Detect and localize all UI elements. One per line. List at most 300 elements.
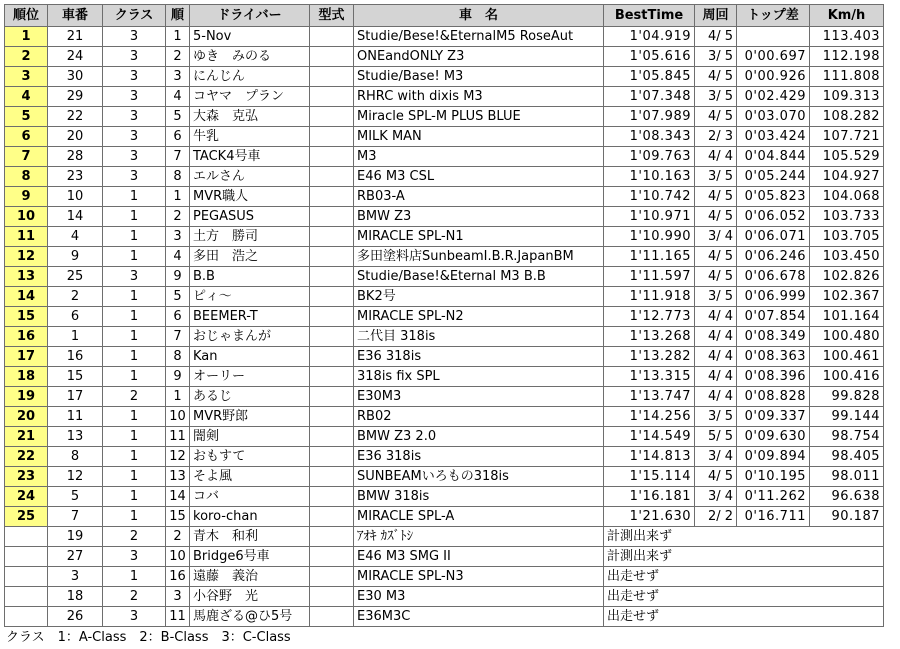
header-gap-to-top: トップ差	[737, 5, 810, 27]
table-row	[5, 67, 884, 87]
driver-cell: あるじ	[190, 387, 310, 407]
best-time-cell: 1'11.597	[604, 267, 695, 287]
car-name-cell: MIRACLE SPL-N2	[354, 307, 604, 327]
results-table	[4, 4, 884, 627]
model-cell	[310, 427, 354, 447]
model-cell	[310, 467, 354, 487]
class-legend: クラス 1：A-Class 2：B-Class 3：C-Class	[6, 630, 291, 645]
position-cell: 14	[5, 287, 48, 307]
car-number-cell: 1	[48, 327, 103, 347]
speed-cell: 103.450	[810, 247, 884, 267]
model-cell	[310, 347, 354, 367]
laps-cell: 4/ 5	[695, 187, 737, 207]
model-cell	[310, 27, 354, 47]
driver-cell: 青木 和利	[190, 527, 310, 547]
position-cell: 16	[5, 327, 48, 347]
table-row	[5, 387, 884, 407]
model-cell	[310, 227, 354, 247]
car-name-cell: BMW 318is	[354, 487, 604, 507]
driver-cell: 大森 克弘	[190, 107, 310, 127]
model-cell	[310, 547, 354, 567]
car-number-cell: 7	[48, 507, 103, 527]
table-row	[5, 107, 884, 127]
class-order-cell: 14	[166, 487, 190, 507]
car-name-cell: RHRC with dixis M3	[354, 87, 604, 107]
table-row	[5, 427, 884, 447]
car-name-cell: BMW Z3 2.0	[354, 427, 604, 447]
laps-cell: 4/ 5	[695, 267, 737, 287]
header-position: 順位	[5, 5, 48, 27]
position-cell: 5	[5, 107, 48, 127]
laps-cell: 4/ 4	[695, 347, 737, 367]
class-cell: 1	[103, 507, 166, 527]
position-cell	[5, 547, 48, 567]
speed-cell: 101.164	[810, 307, 884, 327]
driver-cell: ゆき みのる	[190, 47, 310, 67]
car-name-cell: MIRACLE SPL-A	[354, 507, 604, 527]
table-row	[5, 47, 884, 67]
position-cell: 15	[5, 307, 48, 327]
table-row	[5, 247, 884, 267]
position-cell: 20	[5, 407, 48, 427]
car-number-cell: 21	[48, 27, 103, 47]
table-row	[5, 407, 884, 427]
model-cell	[310, 127, 354, 147]
position-cell	[5, 567, 48, 587]
header-model: 型式	[310, 5, 354, 27]
class-order-cell: 5	[166, 107, 190, 127]
position-cell: 18	[5, 367, 48, 387]
car-name-cell: Miracle SPL-M PLUS BLUE	[354, 107, 604, 127]
model-cell	[310, 507, 354, 527]
car-number-cell: 5	[48, 487, 103, 507]
car-number-cell: 25	[48, 267, 103, 287]
model-cell	[310, 367, 354, 387]
model-cell	[310, 207, 354, 227]
driver-cell: オーリー	[190, 367, 310, 387]
laps-cell: 4/ 5	[695, 207, 737, 227]
table-row	[5, 127, 884, 147]
car-name-cell: MILK MAN	[354, 127, 604, 147]
car-number-cell: 9	[48, 247, 103, 267]
driver-cell: おじゃまんが	[190, 327, 310, 347]
header-car-number: 車番	[48, 5, 103, 27]
car-name-cell: E30 M3	[354, 587, 604, 607]
best-time-cell: 1'05.845	[604, 67, 695, 87]
model-cell	[310, 387, 354, 407]
table-row	[5, 347, 884, 367]
model-cell	[310, 67, 354, 87]
laps-cell: 3/ 4	[695, 487, 737, 507]
driver-cell: ピィ～	[190, 287, 310, 307]
car-name-cell: Studie/Bese!&EternalM5 RoseAut	[354, 27, 604, 47]
speed-cell: 105.529	[810, 147, 884, 167]
position-cell: 24	[5, 487, 48, 507]
best-time-cell: 1'10.742	[604, 187, 695, 207]
model-cell	[310, 47, 354, 67]
class-cell: 3	[103, 147, 166, 167]
class-order-cell: 4	[166, 87, 190, 107]
model-cell	[310, 487, 354, 507]
speed-cell: 107.721	[810, 127, 884, 147]
table-row	[5, 267, 884, 287]
best-time-cell: 1'16.181	[604, 487, 695, 507]
table-row-nonclassified	[5, 607, 884, 627]
position-cell: 12	[5, 247, 48, 267]
best-time-cell: 1'11.165	[604, 247, 695, 267]
laps-cell: 4/ 4	[695, 387, 737, 407]
gap-cell: 0'06.071	[737, 227, 810, 247]
status-cell: 出走せず	[604, 607, 884, 627]
car-number-cell: 27	[48, 547, 103, 567]
driver-cell: BEEMER-T	[190, 307, 310, 327]
car-number-cell: 19	[48, 527, 103, 547]
position-cell	[5, 587, 48, 607]
best-time-cell: 1'13.282	[604, 347, 695, 367]
model-cell	[310, 287, 354, 307]
driver-cell: 土方 勝司	[190, 227, 310, 247]
class-order-cell: 6	[166, 307, 190, 327]
best-time-cell: 1'13.268	[604, 327, 695, 347]
class-cell: 1	[103, 347, 166, 367]
table-row	[5, 487, 884, 507]
best-time-cell: 1'15.114	[604, 467, 695, 487]
car-number-cell: 14	[48, 207, 103, 227]
car-name-cell: E46 M3 SMG II	[354, 547, 604, 567]
class-order-cell: 4	[166, 247, 190, 267]
position-cell: 8	[5, 167, 48, 187]
class-cell: 3	[103, 67, 166, 87]
results-body	[5, 27, 884, 627]
status-cell: 出走せず	[604, 567, 884, 587]
best-time-cell: 1'05.616	[604, 47, 695, 67]
car-name-cell: 318is fix SPL	[354, 367, 604, 387]
driver-cell: 小谷野 光	[190, 587, 310, 607]
car-number-cell: 13	[48, 427, 103, 447]
gap-cell: 0'03.070	[737, 107, 810, 127]
driver-cell: にんじん	[190, 67, 310, 87]
car-number-cell: 16	[48, 347, 103, 367]
laps-cell: 2/ 3	[695, 127, 737, 147]
table-row-nonclassified	[5, 527, 884, 547]
table-row	[5, 447, 884, 467]
table-row-nonclassified	[5, 587, 884, 607]
model-cell	[310, 407, 354, 427]
speed-cell: 103.733	[810, 207, 884, 227]
best-time-cell: 1'14.256	[604, 407, 695, 427]
speed-cell: 104.927	[810, 167, 884, 187]
car-number-cell: 22	[48, 107, 103, 127]
speed-cell: 103.705	[810, 227, 884, 247]
gap-cell	[737, 27, 810, 47]
table-row	[5, 227, 884, 247]
car-number-cell: 26	[48, 607, 103, 627]
laps-cell: 3/ 4	[695, 447, 737, 467]
table-row	[5, 287, 884, 307]
car-number-cell: 15	[48, 367, 103, 387]
table-row	[5, 307, 884, 327]
speed-cell: 104.068	[810, 187, 884, 207]
best-time-cell: 1'09.763	[604, 147, 695, 167]
gap-cell: 0'06.678	[737, 267, 810, 287]
table-row	[5, 27, 884, 47]
class-cell: 3	[103, 47, 166, 67]
table-row	[5, 207, 884, 227]
laps-cell: 4/ 4	[695, 327, 737, 347]
speed-cell: 111.808	[810, 67, 884, 87]
car-number-cell: 18	[48, 587, 103, 607]
speed-cell: 100.480	[810, 327, 884, 347]
class-order-cell: 16	[166, 567, 190, 587]
gap-cell: 0'05.244	[737, 167, 810, 187]
model-cell	[310, 147, 354, 167]
car-name-cell: SUNBEAMいろもの318is	[354, 467, 604, 487]
laps-cell: 4/ 5	[695, 27, 737, 47]
class-order-cell: 9	[166, 267, 190, 287]
position-cell: 9	[5, 187, 48, 207]
gap-cell: 0'04.844	[737, 147, 810, 167]
best-time-cell: 1'11.918	[604, 287, 695, 307]
laps-cell: 3/ 5	[695, 287, 737, 307]
class-order-cell: 2	[166, 207, 190, 227]
class-order-cell: 1	[166, 187, 190, 207]
header-row	[5, 5, 884, 27]
speed-cell: 108.282	[810, 107, 884, 127]
position-cell: 7	[5, 147, 48, 167]
class-cell: 3	[103, 267, 166, 287]
class-cell: 3	[103, 607, 166, 627]
gap-cell: 0'09.894	[737, 447, 810, 467]
position-cell: 4	[5, 87, 48, 107]
best-time-cell: 1'10.163	[604, 167, 695, 187]
class-order-cell: 1	[166, 27, 190, 47]
laps-cell: 2/ 2	[695, 507, 737, 527]
gap-cell: 0'09.630	[737, 427, 810, 447]
car-number-cell: 24	[48, 47, 103, 67]
status-cell: 計測出来ず	[604, 527, 884, 547]
position-cell: 23	[5, 467, 48, 487]
class-cell: 1	[103, 307, 166, 327]
car-name-cell: 二代目 318is	[354, 327, 604, 347]
driver-cell: PEGASUS	[190, 207, 310, 227]
table-row-nonclassified	[5, 547, 884, 567]
car-name-cell: Studie/Base! M3	[354, 67, 604, 87]
table-row	[5, 367, 884, 387]
class-order-cell: 10	[166, 407, 190, 427]
car-number-cell: 28	[48, 147, 103, 167]
car-name-cell: E36 318is	[354, 447, 604, 467]
class-order-cell: 9	[166, 367, 190, 387]
table-row-nonclassified	[5, 567, 884, 587]
speed-cell: 102.826	[810, 267, 884, 287]
table-row	[5, 467, 884, 487]
gap-cell: 0'09.337	[737, 407, 810, 427]
header-class-order: 順	[166, 5, 190, 27]
driver-cell: そよ風	[190, 467, 310, 487]
driver-cell: 多田 浩之	[190, 247, 310, 267]
car-number-cell: 10	[48, 187, 103, 207]
position-cell	[5, 527, 48, 547]
driver-cell: コバ	[190, 487, 310, 507]
laps-cell: 4/ 4	[695, 367, 737, 387]
car-name-cell: RB02	[354, 407, 604, 427]
status-cell: 計測出来ず	[604, 547, 884, 567]
gap-cell: 0'08.828	[737, 387, 810, 407]
model-cell	[310, 587, 354, 607]
laps-cell: 4/ 5	[695, 107, 737, 127]
best-time-cell: 1'21.630	[604, 507, 695, 527]
model-cell	[310, 307, 354, 327]
best-time-cell: 1'12.773	[604, 307, 695, 327]
car-name-cell: MIRACLE SPL-N1	[354, 227, 604, 247]
position-cell: 25	[5, 507, 48, 527]
car-number-cell: 3	[48, 567, 103, 587]
car-number-cell: 12	[48, 467, 103, 487]
position-cell: 13	[5, 267, 48, 287]
car-name-cell: M3	[354, 147, 604, 167]
laps-cell: 4/ 4	[695, 147, 737, 167]
speed-cell: 113.403	[810, 27, 884, 47]
laps-cell: 3/ 5	[695, 87, 737, 107]
class-cell: 3	[103, 107, 166, 127]
driver-cell: Bridge6号車	[190, 547, 310, 567]
class-order-cell: 3	[166, 67, 190, 87]
car-number-cell: 8	[48, 447, 103, 467]
gap-cell: 0'06.246	[737, 247, 810, 267]
car-name-cell: 多田塗料店SunbeamI.B.R.JapanBM	[354, 247, 604, 267]
table-row	[5, 187, 884, 207]
class-order-cell: 1	[166, 387, 190, 407]
position-cell: 3	[5, 67, 48, 87]
header-speed: Km/h	[810, 5, 884, 27]
position-cell: 1	[5, 27, 48, 47]
speed-cell: 102.367	[810, 287, 884, 307]
class-order-cell: 10	[166, 547, 190, 567]
gap-cell: 0'06.052	[737, 207, 810, 227]
driver-cell: エルさん	[190, 167, 310, 187]
car-name-cell: E36M3C	[354, 607, 604, 627]
table-row	[5, 87, 884, 107]
model-cell	[310, 107, 354, 127]
laps-cell: 4/ 5	[695, 247, 737, 267]
position-cell: 19	[5, 387, 48, 407]
class-order-cell: 3	[166, 587, 190, 607]
class-order-cell: 3	[166, 227, 190, 247]
driver-cell: 闇剣	[190, 427, 310, 447]
laps-cell: 4/ 5	[695, 467, 737, 487]
laps-cell: 5/ 5	[695, 427, 737, 447]
table-row	[5, 507, 884, 527]
position-cell: 6	[5, 127, 48, 147]
model-cell	[310, 327, 354, 347]
car-name-cell: Studie/Base!&Eternal M3 B.B	[354, 267, 604, 287]
car-name-cell: BK2号	[354, 287, 604, 307]
gap-cell: 0'00.926	[737, 67, 810, 87]
header-laps: 周回	[695, 5, 737, 27]
position-cell	[5, 607, 48, 627]
speed-cell: 90.187	[810, 507, 884, 527]
class-cell: 2	[103, 527, 166, 547]
best-time-cell: 1'13.315	[604, 367, 695, 387]
car-number-cell: 17	[48, 387, 103, 407]
car-number-cell: 29	[48, 87, 103, 107]
laps-cell: 3/ 5	[695, 407, 737, 427]
speed-cell: 99.828	[810, 387, 884, 407]
laps-cell: 3/ 4	[695, 227, 737, 247]
class-cell: 1	[103, 447, 166, 467]
gap-cell: 0'08.363	[737, 347, 810, 367]
results-table-container	[4, 4, 884, 627]
gap-cell: 0'10.195	[737, 467, 810, 487]
car-name-cell: E46 M3 CSL	[354, 167, 604, 187]
class-cell: 1	[103, 367, 166, 387]
speed-cell: 98.754	[810, 427, 884, 447]
class-cell: 3	[103, 127, 166, 147]
position-cell: 21	[5, 427, 48, 447]
status-cell: 出走せず	[604, 587, 884, 607]
car-number-cell: 30	[48, 67, 103, 87]
car-name-cell: BMW Z3	[354, 207, 604, 227]
class-cell: 1	[103, 407, 166, 427]
driver-cell: 馬鹿ざる@ひ5号	[190, 607, 310, 627]
class-order-cell: 12	[166, 447, 190, 467]
position-cell: 11	[5, 227, 48, 247]
gap-cell: 0'00.697	[737, 47, 810, 67]
gap-cell: 0'03.424	[737, 127, 810, 147]
driver-cell: おもすて	[190, 447, 310, 467]
class-order-cell: 8	[166, 167, 190, 187]
laps-cell: 4/ 4	[695, 307, 737, 327]
model-cell	[310, 187, 354, 207]
best-time-cell: 1'10.990	[604, 227, 695, 247]
class-cell: 3	[103, 87, 166, 107]
best-time-cell: 1'14.549	[604, 427, 695, 447]
gap-cell: 0'06.999	[737, 287, 810, 307]
class-cell: 1	[103, 207, 166, 227]
laps-cell: 3/ 5	[695, 167, 737, 187]
class-order-cell: 2	[166, 47, 190, 67]
best-time-cell: 1'07.989	[604, 107, 695, 127]
speed-cell: 98.405	[810, 447, 884, 467]
model-cell	[310, 247, 354, 267]
car-name-cell: ｱｵｷ ｶｽﾞﾄｼ	[354, 527, 604, 547]
class-cell: 1	[103, 287, 166, 307]
car-number-cell: 6	[48, 307, 103, 327]
driver-cell: Kan	[190, 347, 310, 367]
model-cell	[310, 167, 354, 187]
laps-cell: 4/ 5	[695, 67, 737, 87]
class-order-cell: 6	[166, 127, 190, 147]
class-order-cell: 2	[166, 527, 190, 547]
gap-cell: 0'08.349	[737, 327, 810, 347]
car-number-cell: 23	[48, 167, 103, 187]
driver-cell: MVR職人	[190, 187, 310, 207]
table-row	[5, 147, 884, 167]
best-time-cell: 1'04.919	[604, 27, 695, 47]
class-cell: 2	[103, 387, 166, 407]
model-cell	[310, 447, 354, 467]
position-cell: 17	[5, 347, 48, 367]
best-time-cell: 1'13.747	[604, 387, 695, 407]
class-cell: 1	[103, 247, 166, 267]
class-order-cell: 5	[166, 287, 190, 307]
gap-cell: 0'16.711	[737, 507, 810, 527]
driver-cell: B.B	[190, 267, 310, 287]
table-row	[5, 327, 884, 347]
header-car-name: 車 名	[354, 5, 604, 27]
model-cell	[310, 527, 354, 547]
car-number-cell: 2	[48, 287, 103, 307]
